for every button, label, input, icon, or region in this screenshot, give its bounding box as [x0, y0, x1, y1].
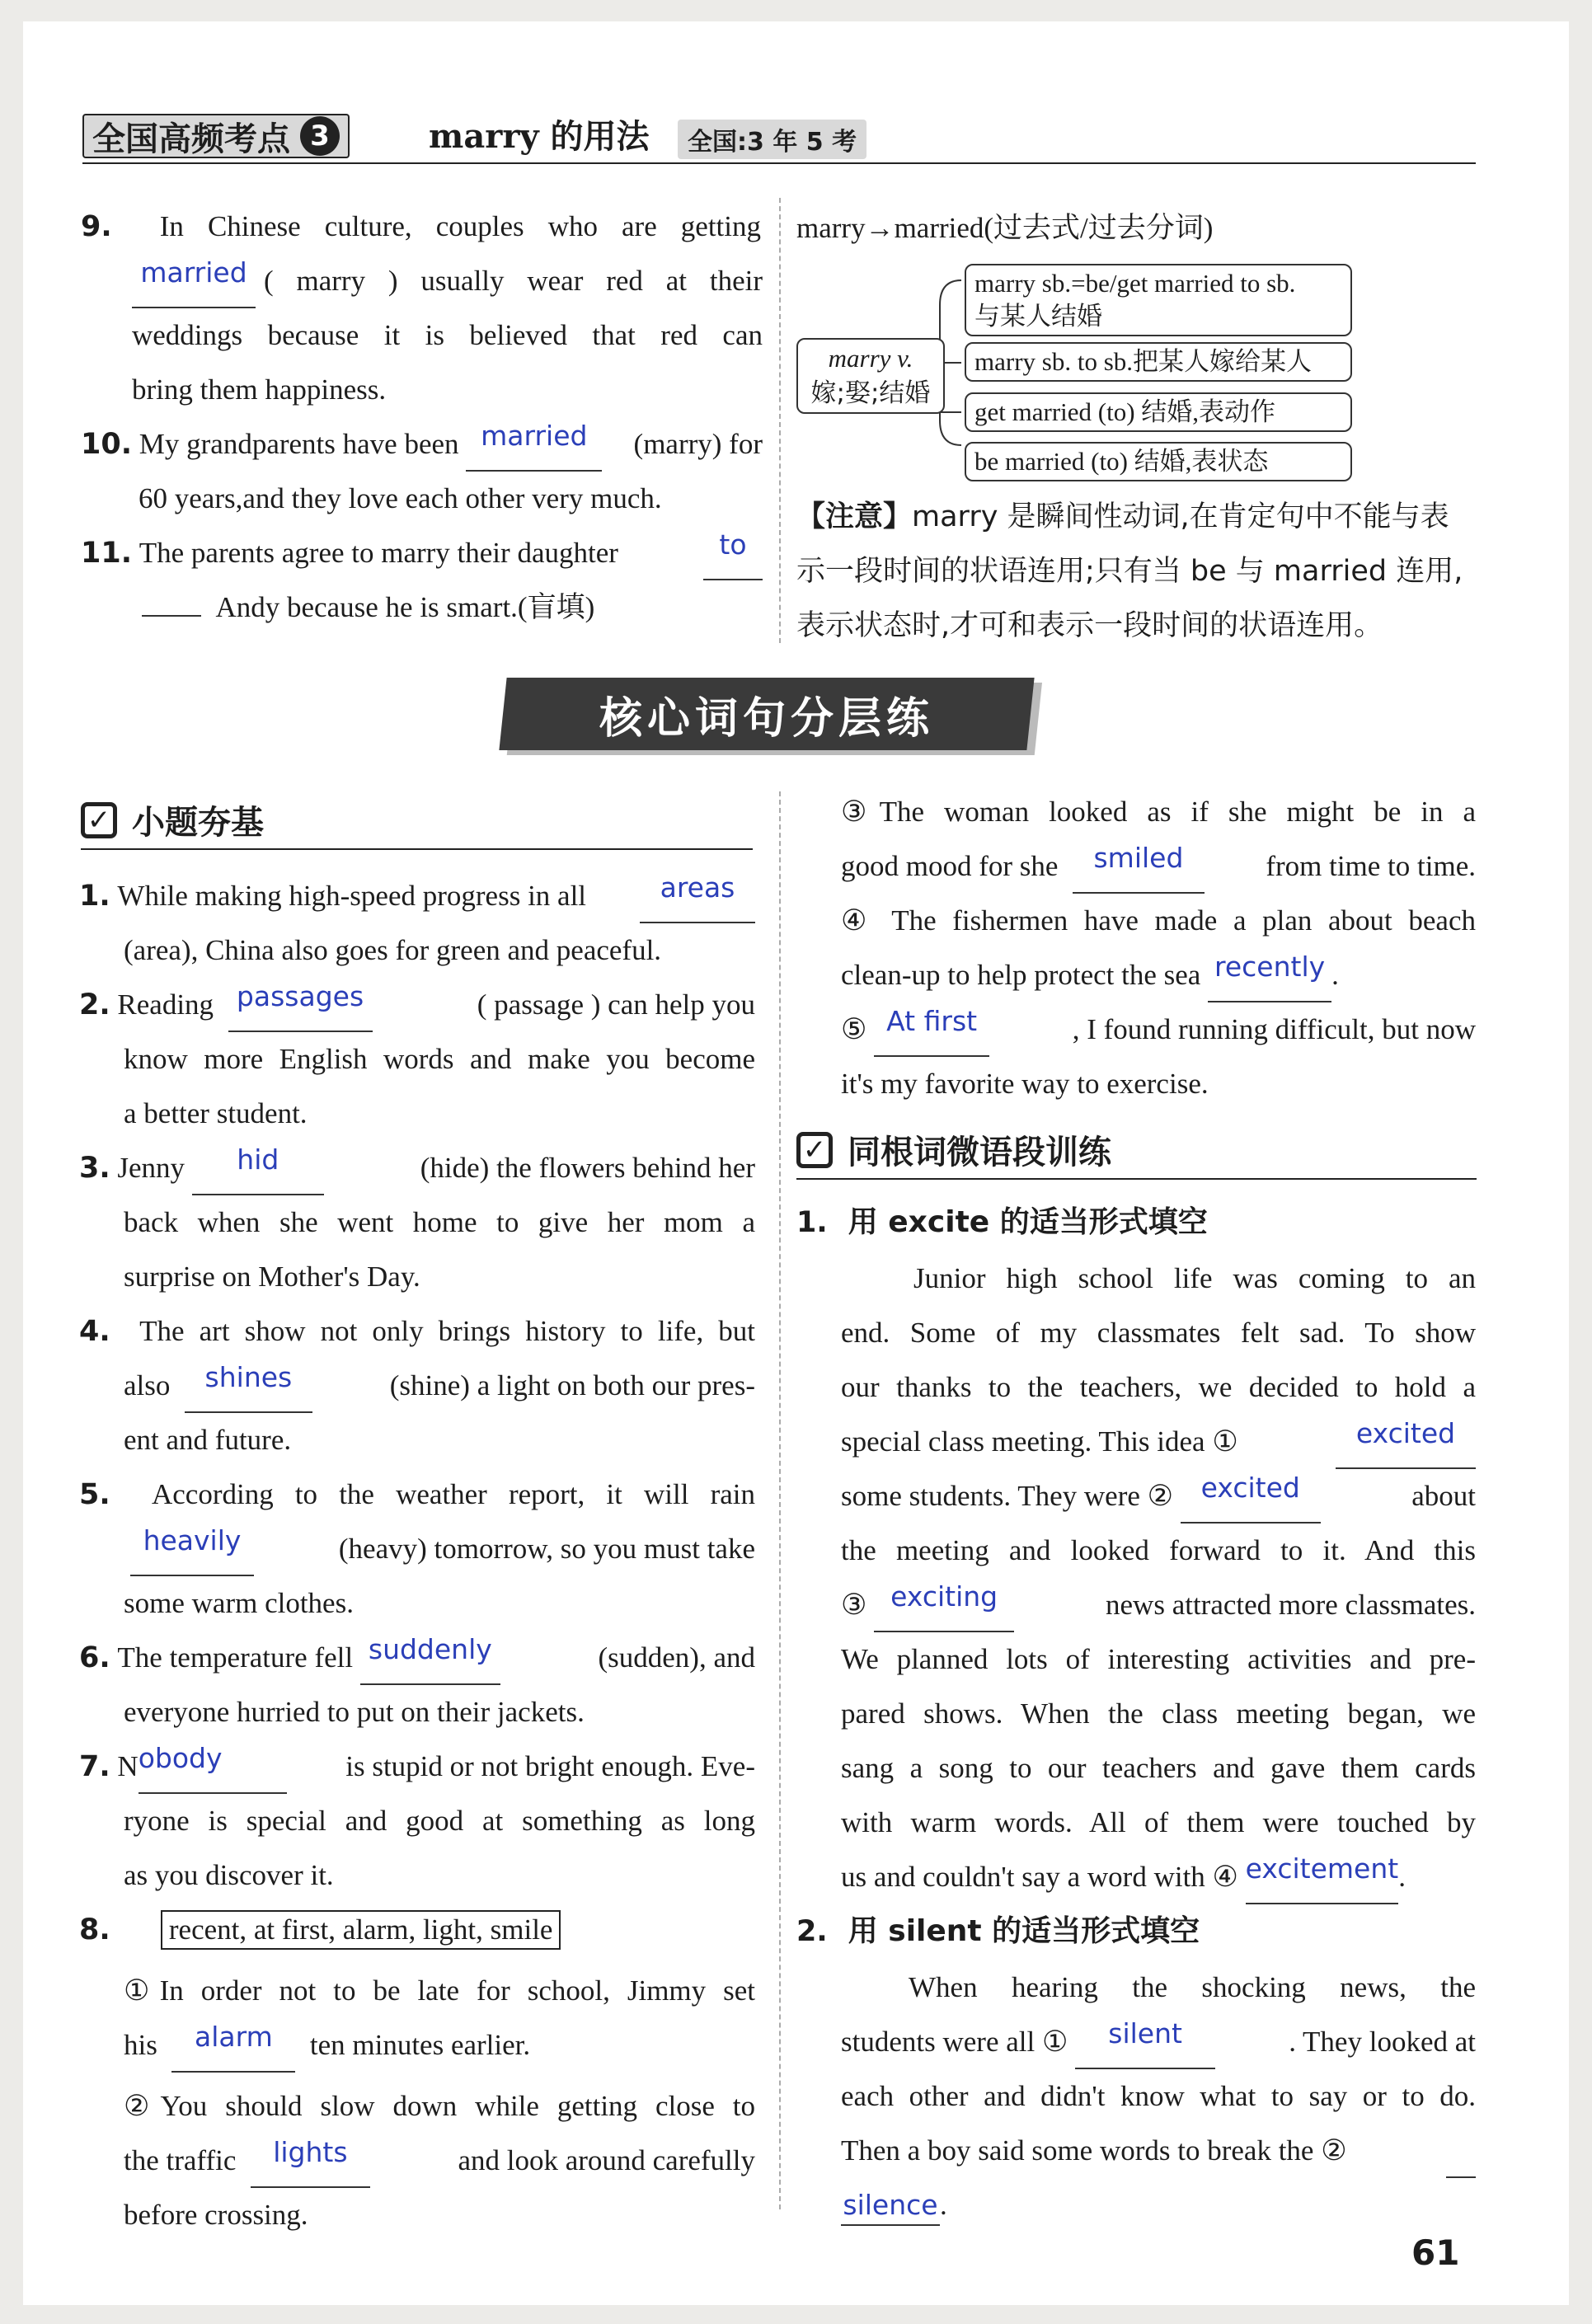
q8-2-answer: lights — [251, 2134, 370, 2188]
header-subtitle: 全国:3 年 5 考 — [678, 120, 866, 159]
q6-line1: 6. The temperature fell suddenly (sudden), and — [79, 1631, 755, 1685]
p2-line3: each other and didn't know what to say or to do. — [841, 2080, 1476, 2112]
p2-title: 2. 用 silent 的适当形式填空 — [796, 1914, 1200, 1948]
p2-line2: students were all ① silent . They looked at — [841, 2015, 1476, 2069]
q4-line3: ent and future. — [124, 1424, 292, 1456]
q10-line1: 10. My grandparents have been married (marry) for — [81, 417, 763, 472]
note-line2: 示一段时间的状语连用;只有当 be 与 married 连用, — [796, 555, 1463, 588]
r5-line2: it's my favorite way to exercise. — [841, 1068, 1209, 1100]
q10-line2: 60 years,and they love each other very much. — [139, 482, 662, 514]
header-badge-text: 全国高频考点 — [92, 120, 290, 158]
r3-answer: smiled — [1073, 839, 1205, 894]
q9-line2: married ( marry ) usually wear red at their — [132, 254, 763, 308]
q6-line2: everyone hurried to put on their jackets. — [124, 1696, 585, 1728]
q7-line3: as you discover it. — [124, 1859, 334, 1891]
q9-line4: bring them happiness. — [132, 373, 387, 406]
q5-line3: some warm clothes. — [124, 1587, 354, 1619]
q7-answer: obody — [139, 1739, 287, 1794]
p1-line10: sang a song to our teachers and gave them cards — [841, 1752, 1476, 1784]
p1-line6: the meeting and looked forward to it. And this — [841, 1534, 1476, 1566]
header-number: 3 — [300, 116, 340, 156]
p1-line7: ③ exciting news attracted more classmates. — [841, 1578, 1476, 1632]
q10-answer: married — [466, 417, 602, 472]
q8-word-box: recent, at first, alarm, light, smile — [161, 1910, 561, 1950]
q11-line2: Andy because he is smart.(盲填) — [142, 580, 763, 635]
q8-1-answer: alarm — [171, 2018, 295, 2073]
p1-answer-4: excitement — [1246, 1850, 1399, 1904]
q11-line1: 11. The parents agree to marry their daughter to — [81, 526, 763, 580]
r3-line1: ③The woman looked as if she might be in a — [841, 796, 1476, 828]
bottom-column-divider — [779, 791, 781, 2209]
q7-line2: ryone is special and good at something as long — [124, 1805, 755, 1837]
note-label: 【注意】 — [796, 500, 913, 533]
r5-answer: At first — [874, 1002, 989, 1057]
q8-2-line2: the traffic lights and look around carefully — [124, 2134, 755, 2188]
p1-line3: our thanks to the teachers, we decided to hold a — [841, 1371, 1476, 1403]
q2-line2: know more English words and make you become — [124, 1043, 755, 1075]
q2-line3: a better student. — [124, 1097, 308, 1129]
q9-answer: married — [132, 254, 256, 308]
p1-answer-2: excited — [1181, 1469, 1321, 1524]
p2-answer-1: silent — [1075, 2015, 1215, 2069]
p2-line1: When hearing the shocking news, the — [909, 1971, 1476, 2003]
p1-title: 1. 用 excite 的适当形式填空 — [796, 1205, 1208, 1239]
q9-line3: weddings because it is believed that red can — [132, 319, 763, 351]
p1-line9: pared shows. When the class meeting began, we — [841, 1697, 1476, 1730]
mindmap-branch-2: marry sb. to sb.把某人嫁给某人 — [965, 342, 1352, 382]
section-word-family-heading: ✓ 同根词微语段训练 — [796, 1126, 1477, 1180]
q3-line1: 3. Jenny hid (hide) the flowers behind her — [79, 1141, 755, 1195]
r4-answer: recently — [1208, 948, 1331, 1002]
q11-answer: to — [703, 526, 763, 580]
mindmap-branch-3: get married (to) 结婚,表动作 — [965, 392, 1352, 432]
r3-line2: good mood for she smiled from time to time. — [841, 839, 1476, 894]
p1-answer-3: exciting — [874, 1578, 1014, 1632]
q3-line3: surprise on Mother's Day. — [124, 1261, 420, 1293]
p1-line5: some students. They were ② excited about — [841, 1469, 1476, 1524]
q5-line2: heavily (heavy) tomorrow, so you must take — [130, 1522, 755, 1576]
page-number: 61 — [1411, 2232, 1460, 2273]
section-basics-heading: ✓ 小题夯基 — [81, 796, 753, 850]
header-rule — [82, 162, 1476, 164]
note-line1: marry 是瞬间性动词,在肯定句中不能与表 — [912, 500, 1449, 533]
header-title: marry 的用法 — [429, 117, 650, 156]
mindmap-branch-1: marry sb.=be/get married to sb. 与某人结婚 — [965, 264, 1352, 336]
p1-line1: Junior high school life was coming to an — [913, 1262, 1476, 1294]
q8-1-line1: ①In order not to be late for school, Jimmy set — [124, 1974, 755, 2007]
r4-line1: ④ The fishermen have made a plan about beach — [841, 904, 1476, 937]
checkbox-icon: ✓ — [796, 1132, 833, 1168]
p1-answer-1: excited — [1336, 1415, 1476, 1469]
q3-line2: back when she went home to give her mom a — [124, 1206, 755, 1238]
p1-line8: We planned lots of interesting activities and pre- — [841, 1643, 1476, 1675]
q4-line1: 4. The art show not only brings history to life, but — [79, 1315, 756, 1348]
q8-1-line2: his alarm ten minutes earlier. — [124, 2018, 755, 2073]
q2-answer: passages — [228, 978, 373, 1032]
q8-2-line1: ②You should slow down while getting close to — [124, 2090, 755, 2122]
mindmap-heading: marry→married(过去式/过去分词) — [796, 212, 1214, 244]
q4-answer: shines — [185, 1359, 312, 1413]
section-banner: 核心词句分层练 — [499, 678, 1034, 750]
q8-2-line3: before crossing. — [124, 2199, 308, 2231]
q9-line1: 9. In Chinese culture, couples who are getting — [81, 210, 761, 243]
p2-line4: Then a boy said some words to break the ② — [841, 2124, 1476, 2178]
q2-line1: 2. Reading passages ( passage ) can help you — [79, 978, 755, 1032]
mindmap-center: marry v. 嫁;娶;结婚 — [796, 338, 945, 414]
q7-line1: 7. N obody is stupid or not bright enough. Eve- — [79, 1739, 755, 1794]
p1-line2: end. Some of my classmates felt sad. To show — [841, 1317, 1476, 1349]
q4-line2: also shines (shine) a light on both our pres- — [124, 1359, 755, 1413]
mindmap-branch-4: be married (to) 结婚,表状态 — [965, 442, 1352, 481]
note-line3: 表示状态时,才可和表示一段时间的状语连用。 — [796, 609, 1383, 642]
q1-answer: areas — [640, 869, 755, 923]
header-badge — [82, 114, 350, 158]
q1-line1: 1. While making high-speed progress in all areas — [79, 869, 755, 923]
p2-line5: silence. — [841, 2178, 1476, 2232]
q5-line1: 5. According to the weather report, it will rain — [79, 1478, 755, 1511]
top-column-divider — [779, 198, 781, 643]
checkbox-icon: ✓ — [81, 802, 117, 838]
q1-line2: (area), China also goes for green and peaceful. — [124, 934, 662, 966]
q8-line1: 8. recent, at first, alarm, light, smile — [79, 1903, 755, 1957]
q6-answer: suddenly — [360, 1631, 500, 1685]
p1-line4: special class meeting. This idea ① excited — [841, 1415, 1476, 1469]
r5-line1: ⑤ At first , I found running difficult, but now — [841, 1002, 1476, 1057]
p1-line12: us and couldn't say a word with ④ excitement . — [841, 1850, 1476, 1904]
r4-line2: clean-up to help protect the sea recently . — [841, 948, 1476, 1002]
p1-line11: with warm words. All of them were touched by — [841, 1806, 1476, 1838]
note-block — [796, 490, 1481, 653]
q5-answer: heavily — [130, 1522, 254, 1576]
q3-answer: hid — [192, 1141, 324, 1195]
p2-answer-2: silence — [841, 2186, 940, 2226]
